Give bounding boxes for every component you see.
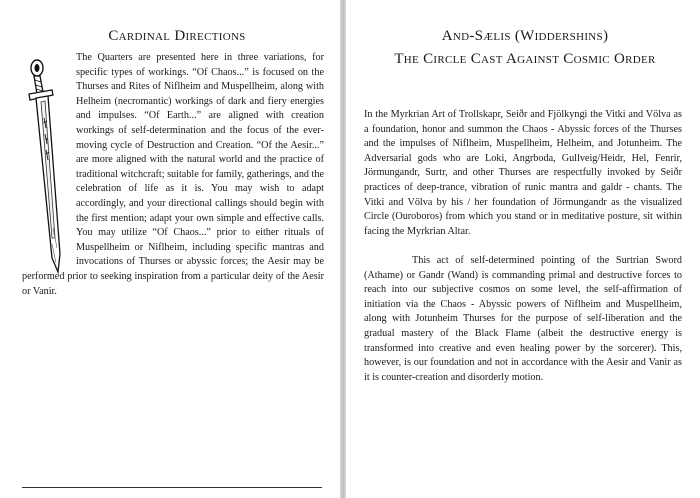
right-page-paragraph-1: In the Myrkrian Art of Trollskapr, Seiðr and Fjölkyngi the Vitki and Völva as a foundation, honor and summon the Chaos - Abyssic forces of the Thurses and the impulses of Niflheim, Muspellheim, Helheim, and Jotunheim. The Adversarial gods who are Loki, Angrboda, Gullveig/Heidr, Hel, Fenrir, Jörmungandr, Surtr, and other Thurses are respectfully invoked by Seiðr practices of deep-trance, vibration of runic mantra and galdr - chants. The Vitki and Völva by his / her foundation of Jörmungandr as the visualized Circle (Ouroboros) from which you stand or in meditative posture, sit within facing the Myrkrian Altar.: [364, 109, 682, 237]
right-page-heading: And-Sælis (Widdershins): [441, 28, 609, 44]
left-page-paragraph: The Quarters are presented here in three variations, for specific types of workings. “Of Chaos...” is focused on the Thurses and Rites of Niflheim and Muspellheim, along with Helheim (necromantic) workings of dark and fiery energies and impulses. “Of Earth...” are aligned with creation workings of self-determination and the focus of the ever-moving cycle of Destruction and Creation. “Of the Aesir...” are more aligned with the natural world and the practice of traditional witchcraft; suitable for family, gatherings, and the celebration of life as it is. You may wish to adapt accordingly, and your directional callings should begin with the first mention; adapt your own simple and effective calls. You may utilize “Of Chaos...” prior to either rituals of Muspellheim or Niflheim, including specific mantras and invocations of Thurses or abyssic forces; the Aesir may be performed prior to seeking inspiration from a particular deity of the Aesir or Vanir.: [22, 52, 325, 297]
left-page-text: [22, 51, 324, 299]
right-page: [346, 0, 700, 498]
left-page: [0, 0, 340, 498]
right-page-subheading: The Circle Cast Against Cosmic Order: [394, 51, 656, 67]
right-page-paragraph-2: This act of self-determined pointing of the Surtrian Sword (Athame) or Gandr (Wand) is commanding primal and destructive forces to reach into our subjective cosmos on some level, the self-affirmation of initiation via the Chaos - Abyssic powers of Niflheim and Muspellheim, along with Jotunheim Thurses for the purpose of self-liberation and the gradual mastery of the Black Flame (albeit the destructive energy is transformed into creative and even healing power by the sorcerer). This, however, is our foundation and not in accordance with the Aesir and Vanir as it is counter-creation and disorderly motion.: [364, 254, 682, 383]
page-footer-rule: [22, 487, 322, 488]
left-page-heading: Cardinal Directions: [108, 28, 246, 44]
right-page-text: [364, 108, 682, 400]
